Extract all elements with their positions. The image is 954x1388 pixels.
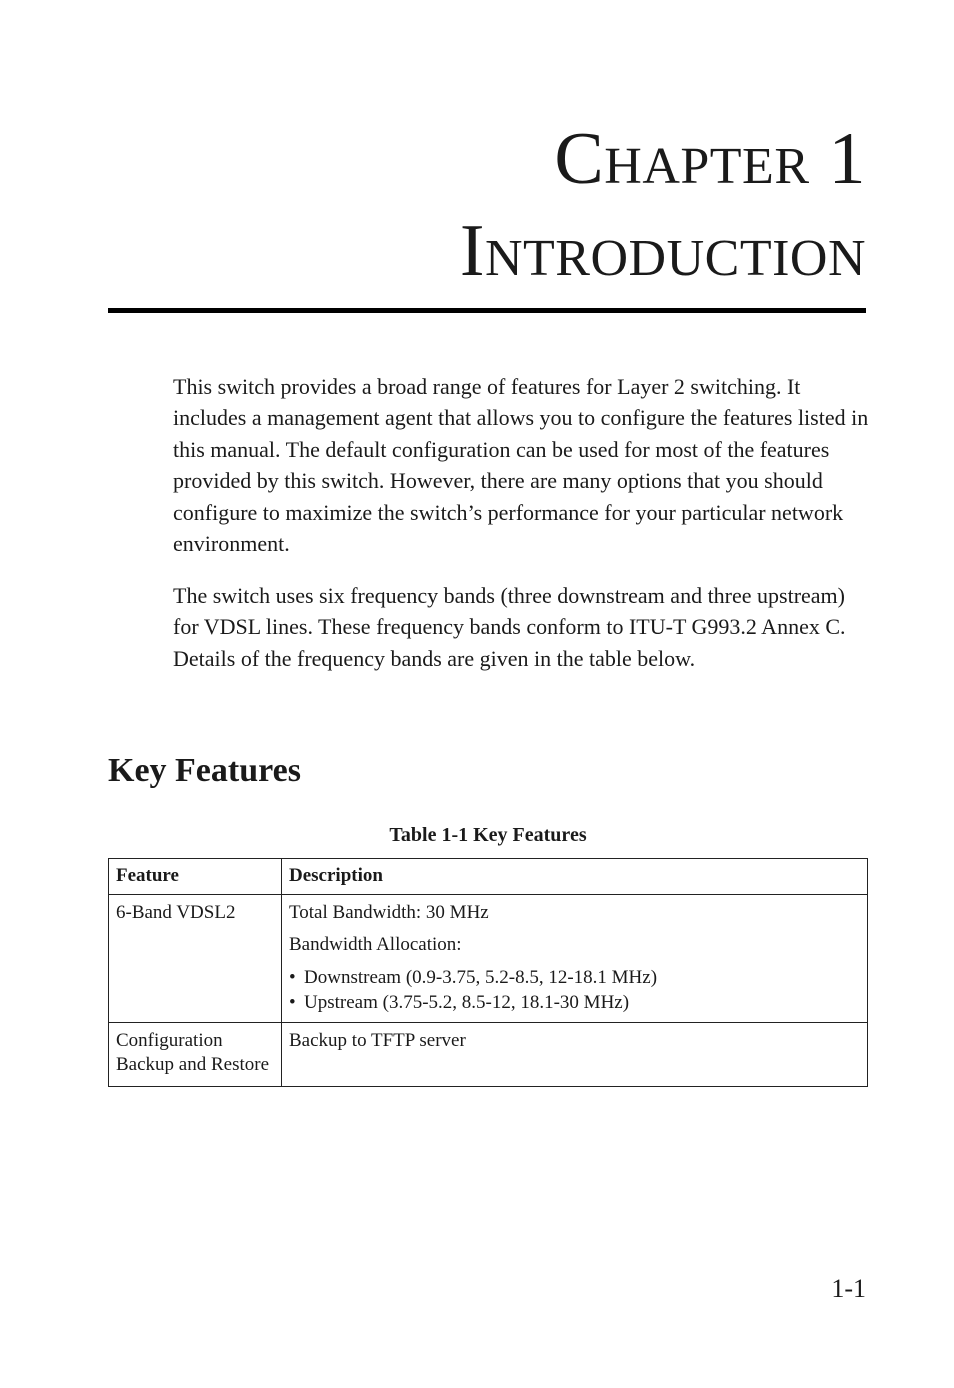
list-item-text: Downstream (0.9-3.75, 5.2-8.5, 12-18.1 MHz)	[304, 967, 658, 988]
column-header-feature: Feature	[109, 859, 282, 895]
frequency-bands-paragraph: The switch uses six frequency bands (three downstream and three upstream) for VDSL lines. These frequency bands conform to ITU-T G993.2 Annex C. Details of the frequency bands are given in the table below.	[173, 583, 846, 671]
column-header-description: Description	[282, 859, 868, 895]
description-cell	[282, 895, 868, 1023]
bullet-icon: •	[289, 967, 296, 988]
list-item	[289, 990, 860, 1015]
list-item	[289, 965, 860, 990]
description-line: Total Bandwidth: 30 MHz	[289, 902, 489, 923]
bandwidth-allocation-list	[289, 965, 860, 1015]
table-header-row	[109, 859, 868, 895]
chapter-divider-rule	[108, 308, 866, 313]
description-line: Bandwidth Allocation:	[289, 934, 462, 955]
intro-paragraph: This switch provides a broad range of features for Layer 2 switching. It includes a management agent that allows you to configure the features listed in this manual. The default configuration can be used for most of the features provided by this switch. However, there are many options that you should configure to maximize the switch’s performance for your particular network environment.	[173, 374, 869, 557]
section-title: Key Features	[108, 752, 301, 789]
table-row	[109, 895, 868, 1023]
feature-cell: Configuration Backup and Restore	[109, 1023, 282, 1087]
chapter-number-heading: Chapter 1	[554, 118, 866, 200]
table-row	[109, 1023, 868, 1087]
description-cell	[282, 1023, 868, 1087]
list-item-text: Upstream (3.75-5.2, 8.5-12, 18.1-30 MHz)	[304, 992, 630, 1013]
chapter-title-heading: Introduction	[459, 210, 866, 292]
key-features-table	[108, 858, 868, 1087]
feature-cell: 6-Band VDSL2	[109, 895, 282, 1023]
description-line: Backup to TFTP server	[289, 1030, 466, 1051]
page-number: 1-1	[831, 1274, 866, 1303]
table-caption: Table 1-1 Key Features	[389, 824, 587, 846]
bullet-icon: •	[289, 992, 296, 1013]
